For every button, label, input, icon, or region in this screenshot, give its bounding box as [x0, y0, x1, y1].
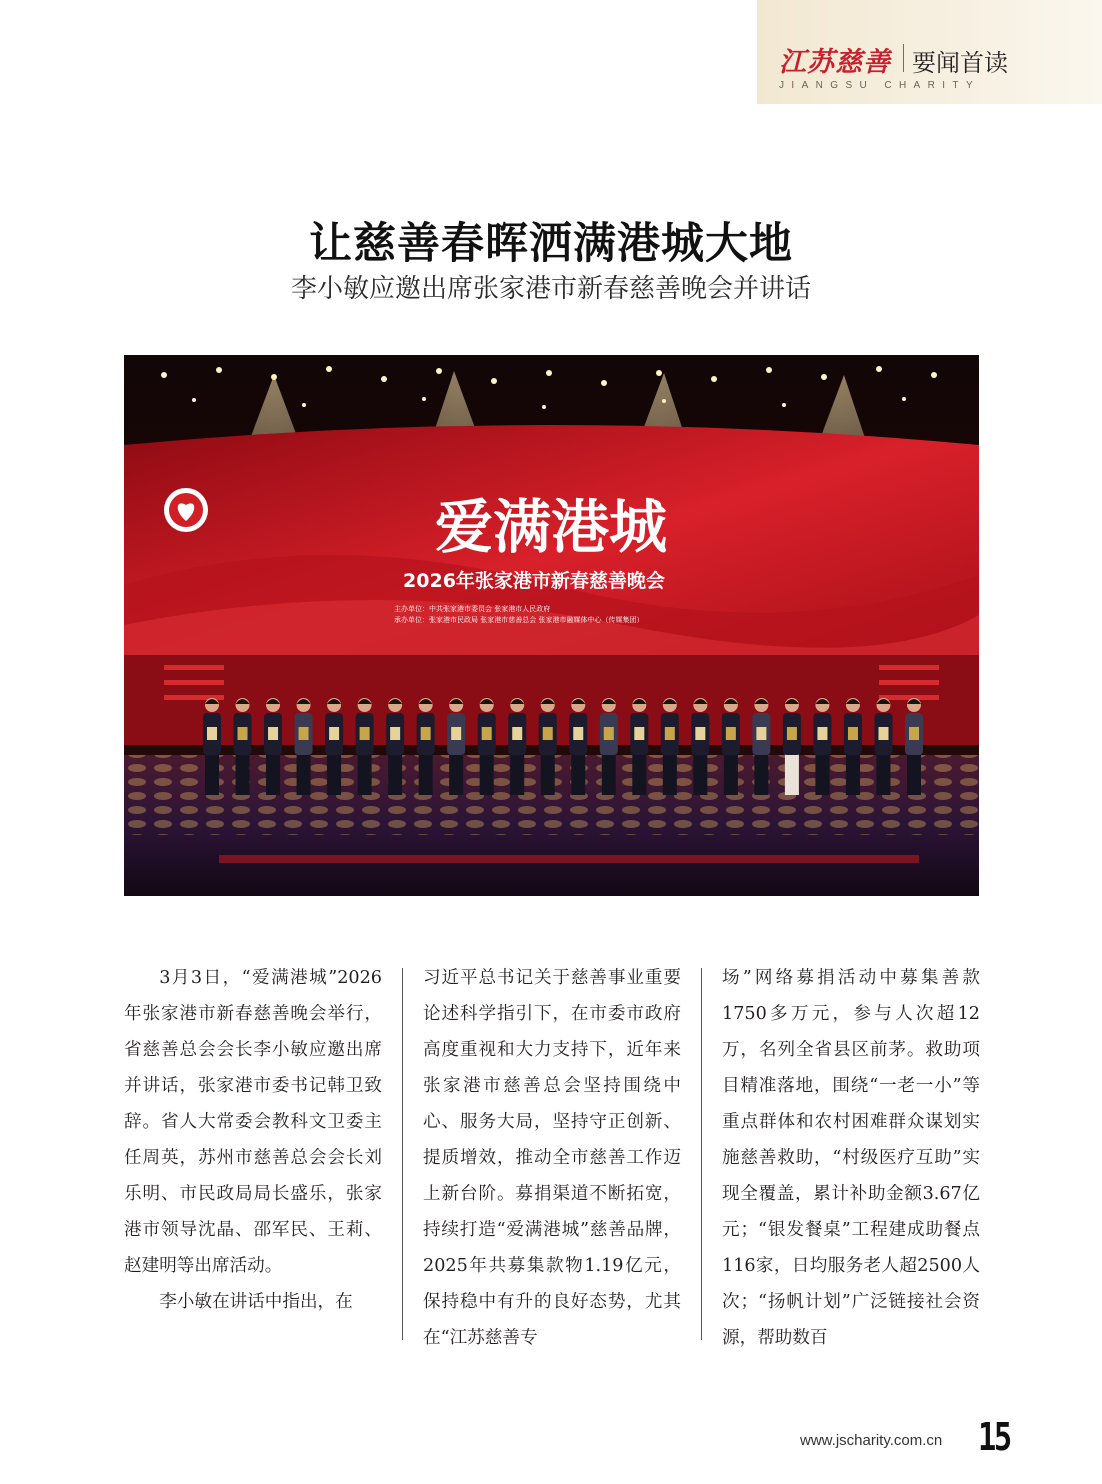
article-subtitle: 李小敏应邀出席张家港市新春慈善晚会并讲话 — [290, 274, 811, 304]
screen-subtitle: 2026年张家港市新春慈善晚会 — [403, 570, 665, 592]
brand-english-name: JIANGSU CHARITY — [779, 80, 981, 91]
website-url[interactable]: www.jscharity.com.cn — [800, 1432, 943, 1449]
paragraph-2-start: 李小敏在讲话中指出，在 — [159, 1292, 353, 1312]
masthead-divider — [903, 44, 904, 72]
article-title: 让慈善春晖洒满港城大地 — [309, 219, 793, 269]
screen-title: 爱满港城 — [434, 493, 668, 561]
brand-logo-text: 江苏慈善 — [779, 47, 891, 78]
body-column-2: 习近平总书记关于慈善事业重要论述科学指引下，在市委市政府高度重视和大力支持下，近年来张家港市慈善总会坚持围绕中心、服务大局，坚持守正创新、提质增效，推动全市慈善工作迈上新台阶。募捐渠道不断拓宽，持续打造“爱满港城”慈善品牌，2025年共募集款物1.19亿元，保持稳中有升的良好态势，尤其在“江苏慈善专 — [423, 968, 681, 1348]
event-photo — [124, 355, 979, 896]
body-column-1 — [124, 960, 382, 1355]
screen-co-organizer: 承办单位：张家港市民政局 张家港市慈善总会 张家港市融媒体中心（传媒集团） — [394, 616, 644, 624]
section-name: 要闻首读 — [912, 49, 1008, 77]
masthead-badge — [757, 0, 1102, 104]
page-number: 15 — [978, 1415, 1010, 1459]
paragraph-1: 3月3日，“爱满港城”2026年张家港市新春慈善晚会举行，省慈善总会会长李小敏应邀出席并讲话，张家港市委书记韩卫致辞。省人大常委会教科文卫委主任周英，苏州市慈善总会会长刘乐明、市民政局局长盛乐，张家港市领导沈晶、邵军民、王莉、赵建明等出席活动。 — [124, 968, 382, 1276]
column-divider — [701, 968, 702, 1340]
screen-organizer: 主办单位：中共张家港市委员会 张家港市人民政府 — [394, 605, 551, 613]
column-divider — [402, 968, 403, 1340]
body-column-3: 场”网络募捐活动中募集善款1750多万元，参与人次超12万，名列全省县区前茅。救助项目精准落地，围绕“一老一小”等重点群体和农村困难群众谋划实施慈善救助，“村级医疗互助”实现全覆盖，累计补助金额3.67亿元；“银发餐桌”工程建成助餐点116家，日均服务老人超2500人次；“扬帆计划”广泛链接社会资源，帮助数百 — [722, 968, 980, 1348]
